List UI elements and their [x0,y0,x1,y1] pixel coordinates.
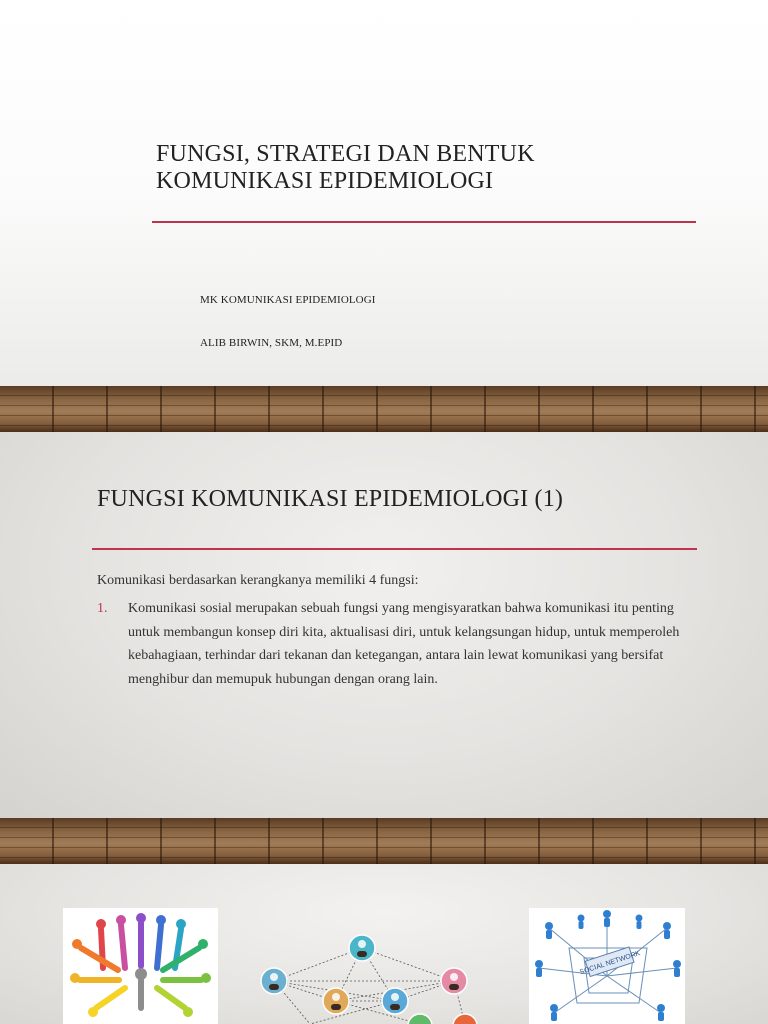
slide-title: FUNGSI KOMUNIKASI EPIDEMIOLOGI (1) [97,486,564,512]
wood-floor-decoration [0,386,768,432]
intro-text: Komunikasi berdasarkan kerangkanya memiliki 4 fungsi: [97,573,419,588]
social-network-label: SOCIAL NETWORK [578,950,642,977]
author-name: ALIB BIRWIN, SKM, M.EPID [200,337,343,349]
list-text: Komunikasi sosial merupakan sebuah fungsi yang mengisyaratkan bahwa komunikasi itu penting untuk membangun konsep diri kita, aktualisasi diri, untuk kelangsungan hidup, untuk memperoleh kebahagiaan, terhindar dari tekanan dan ketegangan, antara lain lewat komunikasi yang bersifat menghibur dan memupuk hubungan dengan orang lain. [128,601,680,687]
image-slide [0,864,768,1024]
title-slide [0,0,768,432]
title-divider [92,548,697,550]
colorful-people-circle-image [63,908,218,1024]
slide-title: FUNGSI, STRATEGI DAN BENTUK KOMUNIKASI EPIDEMIOLOGI [156,141,535,194]
title-divider [152,221,696,223]
social-network-image [529,908,685,1024]
course-name: MK KOMUNIKASI EPIDEMIOLOGI [200,294,376,306]
content-slide [0,432,768,818]
people-network-image [250,924,500,1024]
list-number: 1. [97,601,108,616]
wood-floor-decoration [0,818,768,864]
